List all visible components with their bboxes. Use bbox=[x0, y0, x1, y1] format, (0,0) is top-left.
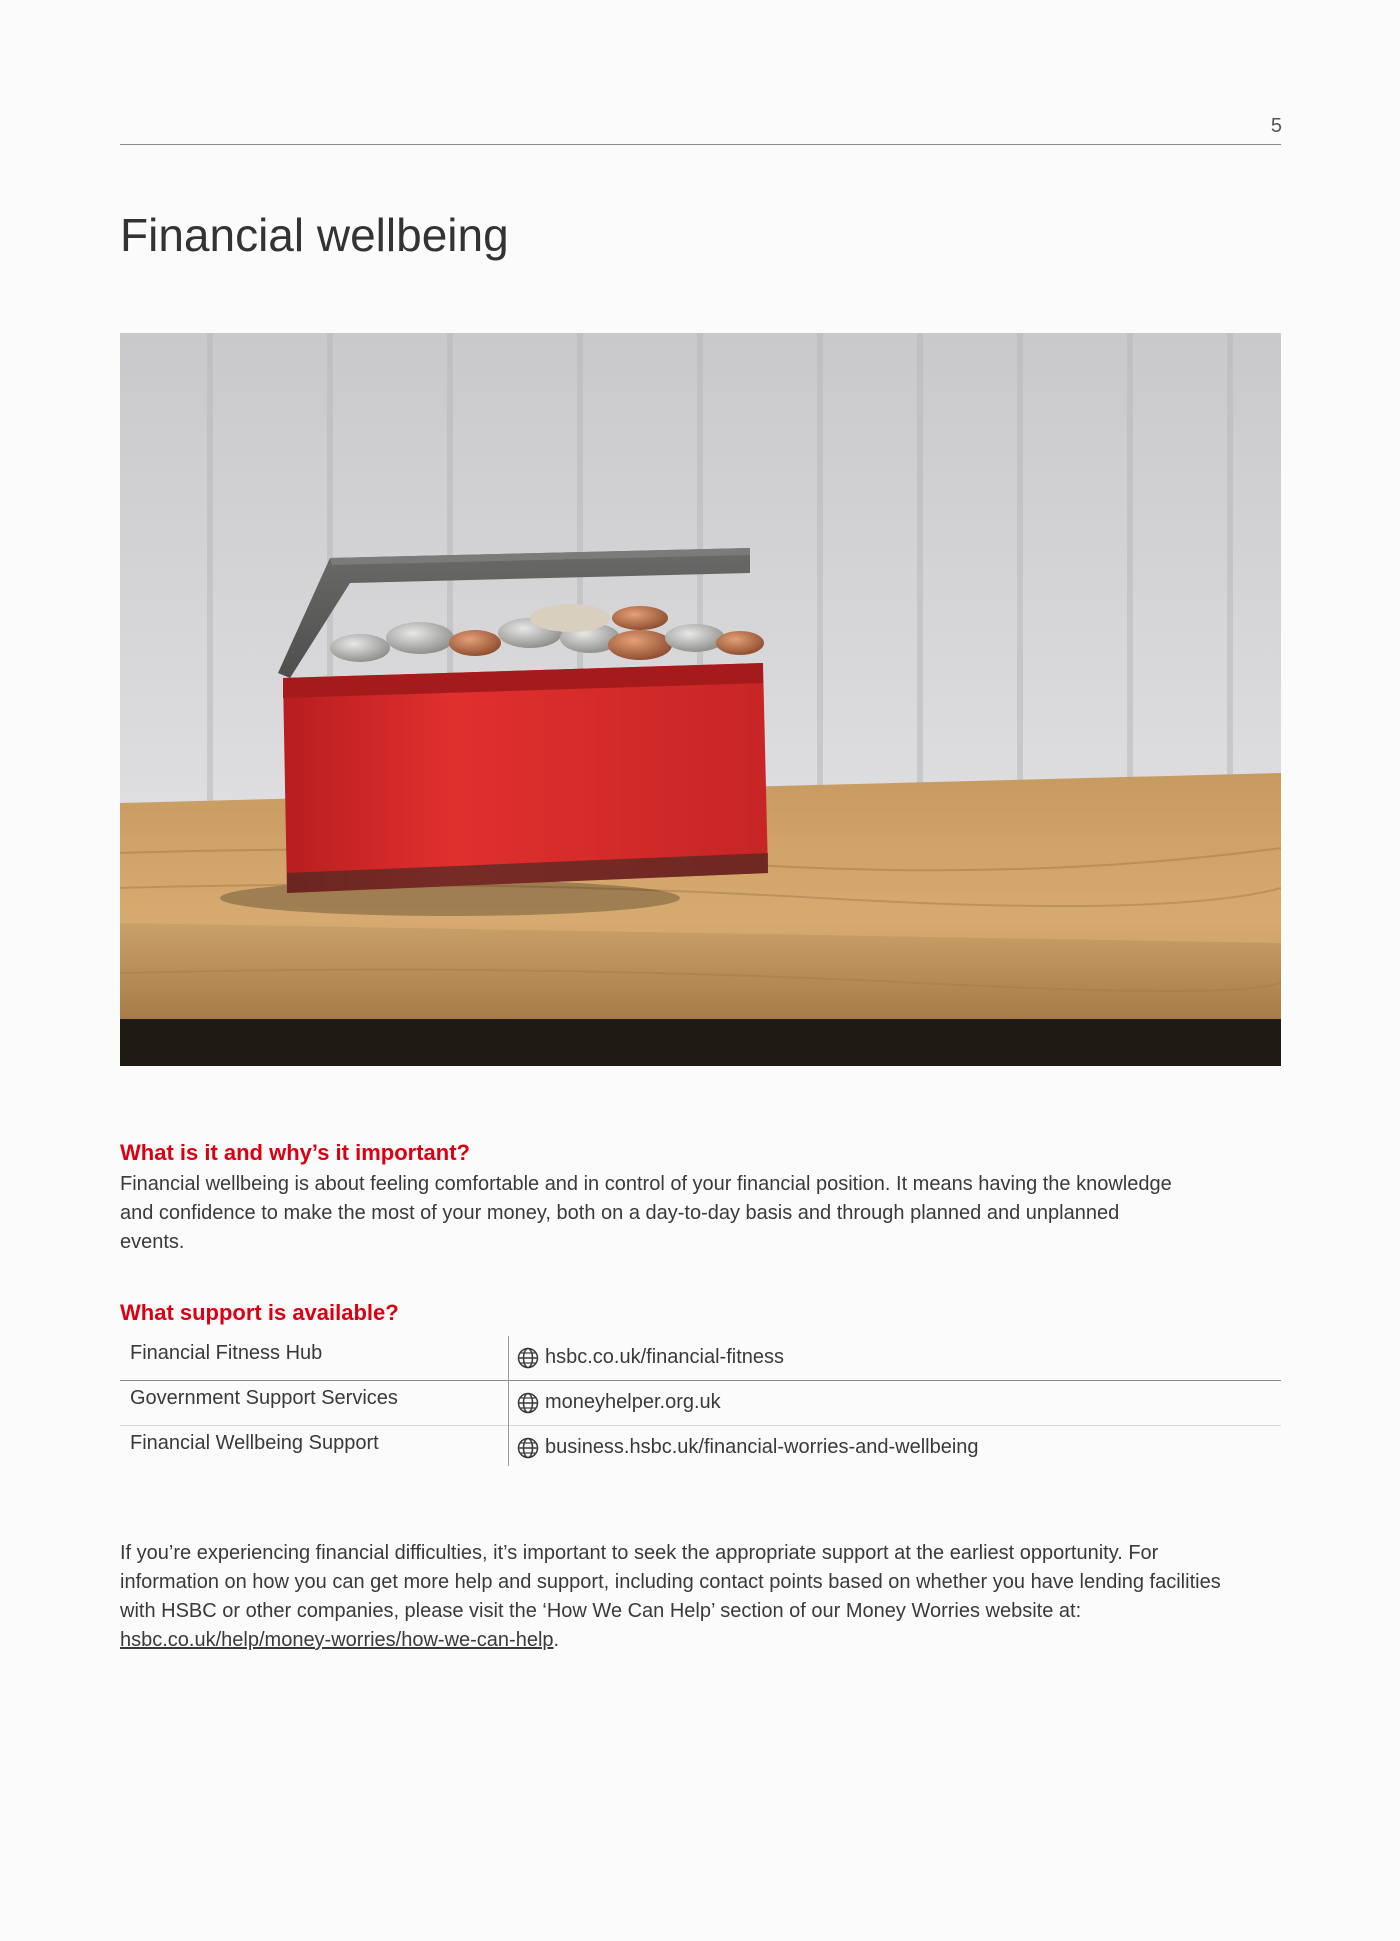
support-name: Government Support Services bbox=[130, 1387, 398, 1409]
support-link-text: business.hsbc.uk/financial-worries-and-wellbeing bbox=[545, 1436, 979, 1458]
globe-icon bbox=[517, 1437, 539, 1459]
page-number: 5 bbox=[1270, 115, 1282, 137]
support-link-text: hsbc.co.uk/financial-fitness bbox=[545, 1346, 785, 1368]
table-row bbox=[120, 1381, 1281, 1426]
money-tin-photo bbox=[120, 333, 1281, 1066]
table-row bbox=[120, 1336, 1281, 1381]
globe-icon bbox=[517, 1392, 539, 1414]
support-link[interactable] bbox=[517, 1436, 979, 1459]
table-divider bbox=[508, 1336, 509, 1466]
header-rule bbox=[120, 144, 1281, 145]
page-title: Financial wellbeing bbox=[120, 209, 509, 261]
table-row bbox=[120, 1426, 1281, 1470]
globe-icon bbox=[517, 1347, 539, 1369]
section-heading-support: What support is available? bbox=[120, 1300, 399, 1325]
importance-paragraph: Financial wellbeing is about feeling comfortable and in control of your financial position. It means having the knowledge and confidence to make the most of your money, both on a day-to-day basis and through planned and unplanned events. bbox=[120, 1173, 1172, 1253]
help-text: If you’re experiencing financial difficulties, it’s important to seek the appropriate support at the earliest opportunity. For information on how you can get more help and support, including contact points based on whether you have lending facilities with HSBC or other companies, please visit the ‘How We Can Help’ section of our Money Worries website at: bbox=[120, 1542, 1221, 1622]
section-heading-importance: What is it and why’s it important? bbox=[120, 1140, 470, 1165]
help-paragraph bbox=[120, 1539, 1240, 1655]
support-link-text: moneyhelper.org.uk bbox=[545, 1391, 721, 1413]
help-end: . bbox=[553, 1629, 560, 1651]
support-table bbox=[120, 1336, 1281, 1470]
support-name: Financial Wellbeing Support bbox=[130, 1432, 379, 1454]
support-link[interactable] bbox=[517, 1391, 721, 1414]
money-worries-link[interactable]: hsbc.co.uk/help/money-worries/how-we-can-help bbox=[120, 1629, 554, 1651]
support-name: Financial Fitness Hub bbox=[130, 1342, 323, 1364]
support-link[interactable] bbox=[517, 1346, 784, 1369]
